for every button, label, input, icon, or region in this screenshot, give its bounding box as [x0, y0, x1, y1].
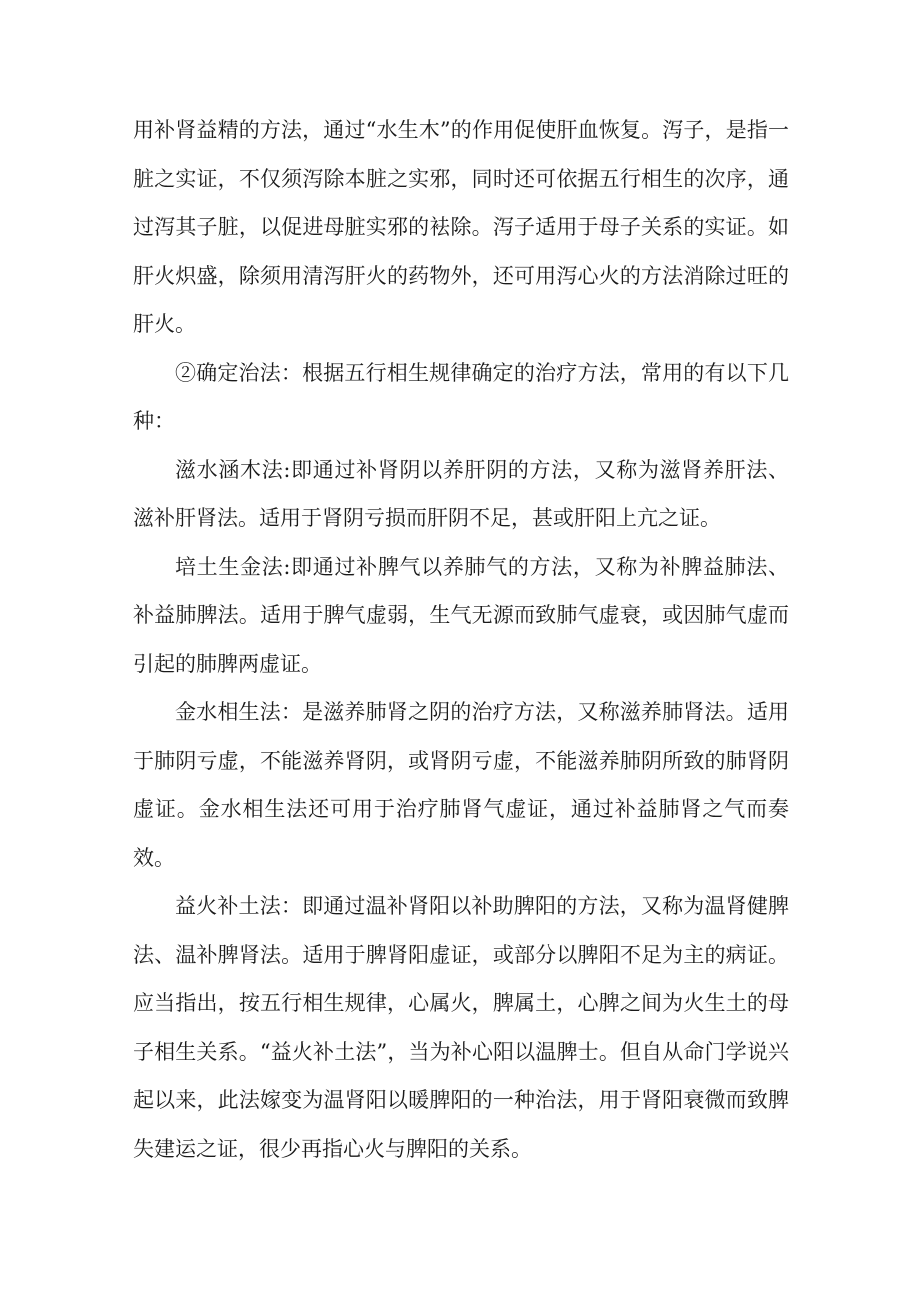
paragraph-6: 益火补土法：即通过温补肾阳以补助脾阳的方法，又称为温肾健脾法、温补脾肾法。适用于脾肾阳虚证，或部分以脾阳不足为主的病证。应当指出，按五行相生规律，心属火，脾属土，心脾之间为火生土的母子相生关系。“益火补土法”，当为补心阳以温脾士。但自从命门学说兴起以来，此法嫁变为温肾阳以暖脾阳的一种治法，用于肾阳衰微而致脾失建运之证，很少再指心火与脾阳的关系。	[133, 894, 789, 1161]
paragraph-5: 金水相生法：是滋养肺肾之阴的治疗方法，又称滋养肺肾法。适用于肺阴亏虚，不能滋养肾阴，或肾阴亏虚，不能滋养肺阴所致的肺肾阴虚证。金水相生法还可用于治疗肺肾气虚证，通过补益肺肾之气而奏效。	[133, 700, 789, 870]
paragraph-1: 用补肾益精的方法，通过“水生木”的作用促使肝血恢复。泻子，是指一脏之实证，不仅须泻除本脏之实邪，同时还可依据五行相生的次序，通过泻其子脏，以促进母脏实邪的袪除。泻子适用于母子关系的实证。如肝火炽盛，除须用清泻肝火的药物外，还可用泻心火的方法消除过旺的肝火。	[133, 118, 789, 336]
paragraph-4: 培土生金法:即通过补脾气以养肺气的方法，又称为补脾益肺法、补益肺脾法。适用于脾气虚弱，生气无源而致肺气虚衰，或因肺气虚而引起的肺脾两虚证。	[133, 554, 789, 676]
paragraph-2: ②确定治法：根据五行相生规律确定的治疗方法，常用的有以下几种：	[133, 360, 789, 433]
document-body	[133, 106, 789, 1173]
paragraph-3: 滋水涵木法:即通过补肾阴以养肝阴的方法，又称为滋肾养肝法、滋补肝肾法。适用于肾阴亏损而肝阴不足，甚或肝阳上亢之证。	[133, 457, 789, 530]
